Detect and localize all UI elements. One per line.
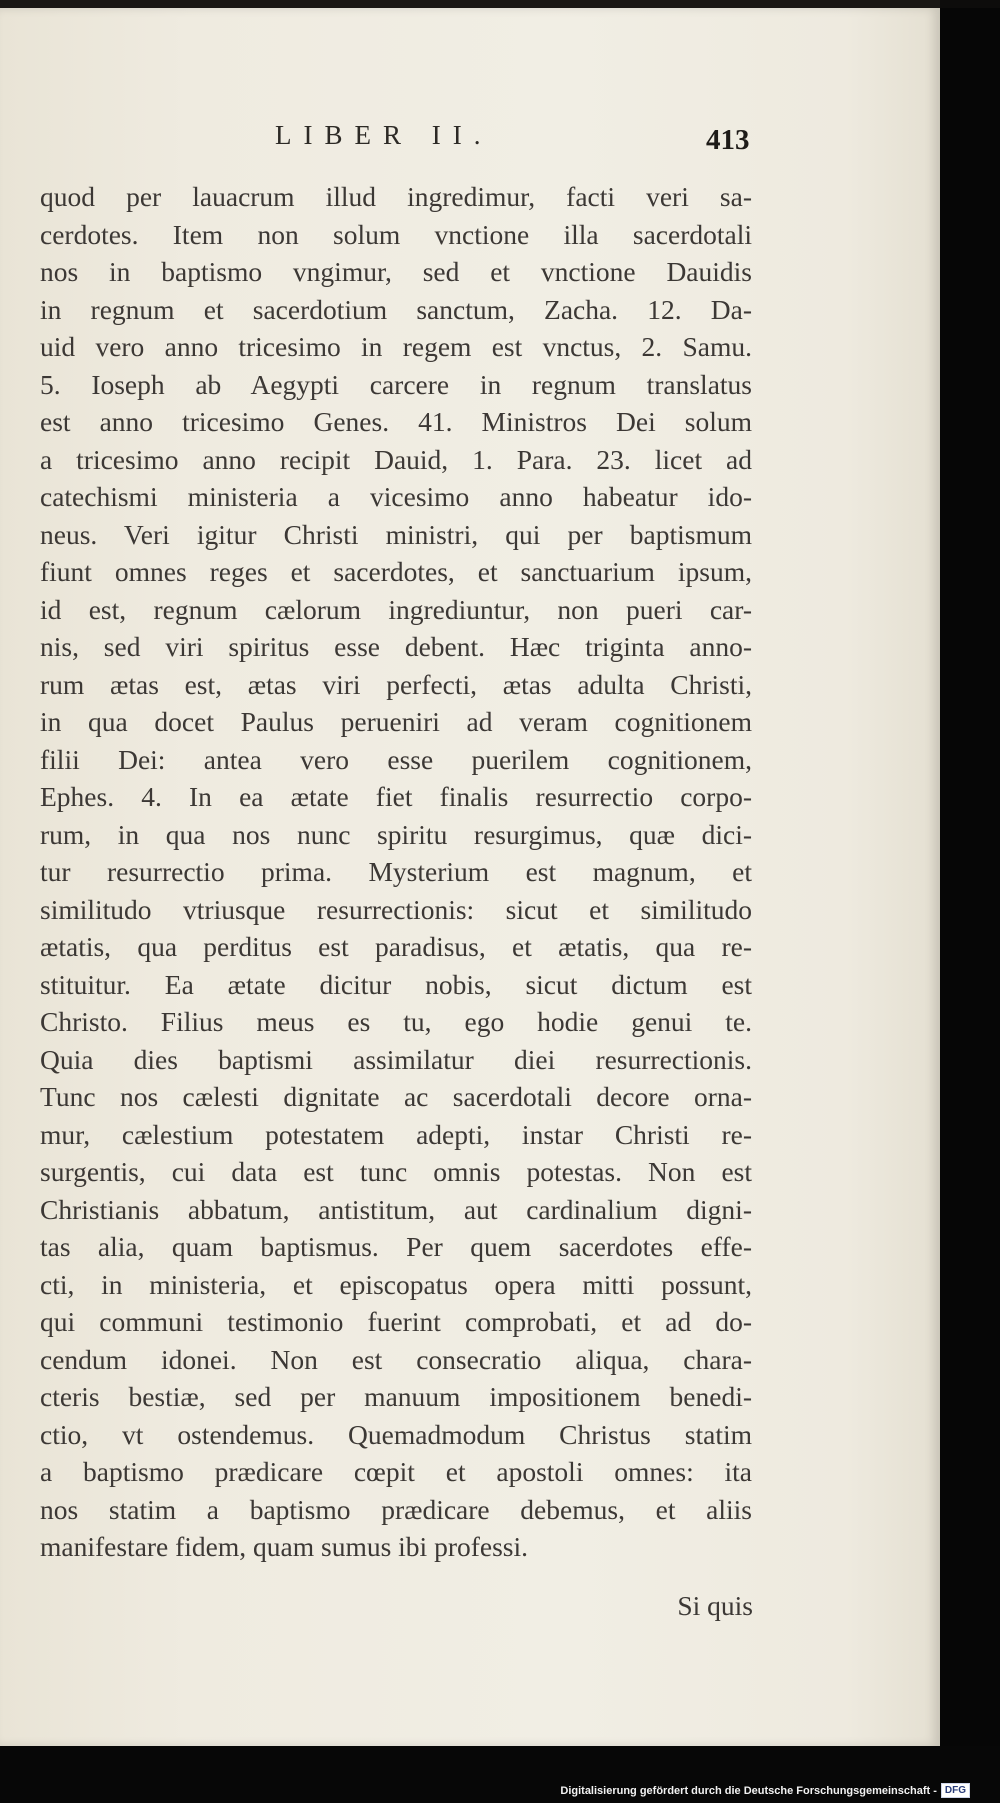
catchword: Si quis xyxy=(677,1590,753,1621)
text-line: manifestare fidem, quam sumus ibi professi. xyxy=(40,1531,529,1562)
text-line: cti, in ministeria, et episcopatus opera mitti possunt, xyxy=(40,1268,752,1300)
text-line: stituitur. Ea ætate dicitur nobis, sicut dictum est xyxy=(40,968,752,1000)
text-line: 5. Ioseph ab Aegypti carcere in regnum translatus xyxy=(40,368,752,400)
body-text xyxy=(40,178,752,1566)
book-page xyxy=(0,8,940,1746)
text-line: Quia dies baptismi assimilatur diei resurrectionis. xyxy=(40,1043,752,1075)
text-line: a tricesimo anno recipit Dauid, 1. Para. 23. licet ad xyxy=(40,443,752,475)
text-line: tas alia, quam baptismus. Per quem sacerdotes effe- xyxy=(40,1231,752,1262)
text-line: fiunt omnes reges et sacerdotes, et sanctuarium ipsum, xyxy=(40,556,752,587)
text-line: surgentis, cui data est tunc omnis potestas. Non est xyxy=(40,1156,752,1187)
text-line: nis, sed viri spiritus esse debent. Hæc triginta anno- xyxy=(40,631,752,662)
text-line: Christianis abbatum, antistitum, aut cardinalium digni- xyxy=(40,1193,752,1225)
text-line: filii Dei: antea vero esse puerilem cognitionem, xyxy=(40,743,752,775)
text-line: cerdotes. Item non solum vnctione illa sacerdotali xyxy=(40,218,752,250)
text-line: cendum idonei. Non est consecratio aliqua, chara- xyxy=(40,1343,752,1375)
text-line: id est, regnum cælorum ingrediuntur, non pueri car- xyxy=(40,593,752,625)
text-line: in qua docet Paulus perueniri ad veram cognitionem xyxy=(40,706,752,737)
text-line: est anno tricesimo Genes. 41. Ministros Dei solum xyxy=(40,406,752,437)
running-head: LIBER II. xyxy=(275,120,493,150)
page-header xyxy=(0,120,940,160)
text-line: rum ætas est, ætas viri perfecti, ætas adulta Christi, xyxy=(40,668,752,700)
page-number: 413 xyxy=(706,124,750,156)
text-line: tur resurrectio prima. Mysterium est magnum, et xyxy=(40,856,752,887)
dfg-logo-badge: DFG xyxy=(941,1783,970,1798)
text-line: Tunc nos cælesti dignitate ac sacerdotali decore orna- xyxy=(40,1081,752,1112)
digitization-credit xyxy=(560,1783,970,1798)
text-line: a baptismo prædicare cœpit et apostoli omnes: ita xyxy=(40,1456,752,1487)
text-line: catechismi ministeria a vicesimo anno habeatur ido- xyxy=(40,481,752,512)
text-line: cteris bestiæ, sed per manuum impositionem benedi- xyxy=(40,1381,752,1412)
text-line: Christo. Filius meus es tu, ego hodie genui te. xyxy=(40,1006,752,1037)
text-line: quod per lauacrum illud ingredimur, facti veri sa- xyxy=(40,181,752,212)
text-line: Ephes. 4. In ea ætate fiet finalis resurrectio corpo- xyxy=(40,781,752,812)
text-line: ctio, vt ostendemus. Quemadmodum Christus statim xyxy=(40,1418,752,1450)
text-line: similitudo vtriusque resurrectionis: sicut et similitudo xyxy=(40,893,752,925)
text-line: nos statim a baptismo prædicare debemus, et aliis xyxy=(40,1493,752,1525)
page-top-edge xyxy=(0,0,940,8)
text-line: uid vero anno tricesimo in regem est vnctus, 2. Samu. xyxy=(40,331,752,362)
text-line: qui communi testimonio fuerint comprobati, et ad do- xyxy=(40,1306,752,1337)
text-line: rum, in qua nos nunc spiritu resurgimus, quæ dici- xyxy=(40,818,752,850)
page-gutter-shadow xyxy=(940,8,1000,1746)
text-line: nos in baptismo vngimur, sed et vnctione Dauidis xyxy=(40,256,752,287)
credit-text: Digitalisierung gefördert durch die Deutsche Forschungsgemeinschaft - xyxy=(560,1784,937,1797)
text-line: mur, cælestium potestatem adepti, instar Christi re- xyxy=(40,1118,752,1150)
text-line: neus. Veri igitur Christi ministri, qui per baptismum xyxy=(40,518,752,550)
text-line: in regnum et sacerdotium sanctum, Zacha. 12. Da- xyxy=(40,293,752,325)
text-line: ætatis, qua perditus est paradisus, et ætatis, qua re- xyxy=(40,931,752,962)
